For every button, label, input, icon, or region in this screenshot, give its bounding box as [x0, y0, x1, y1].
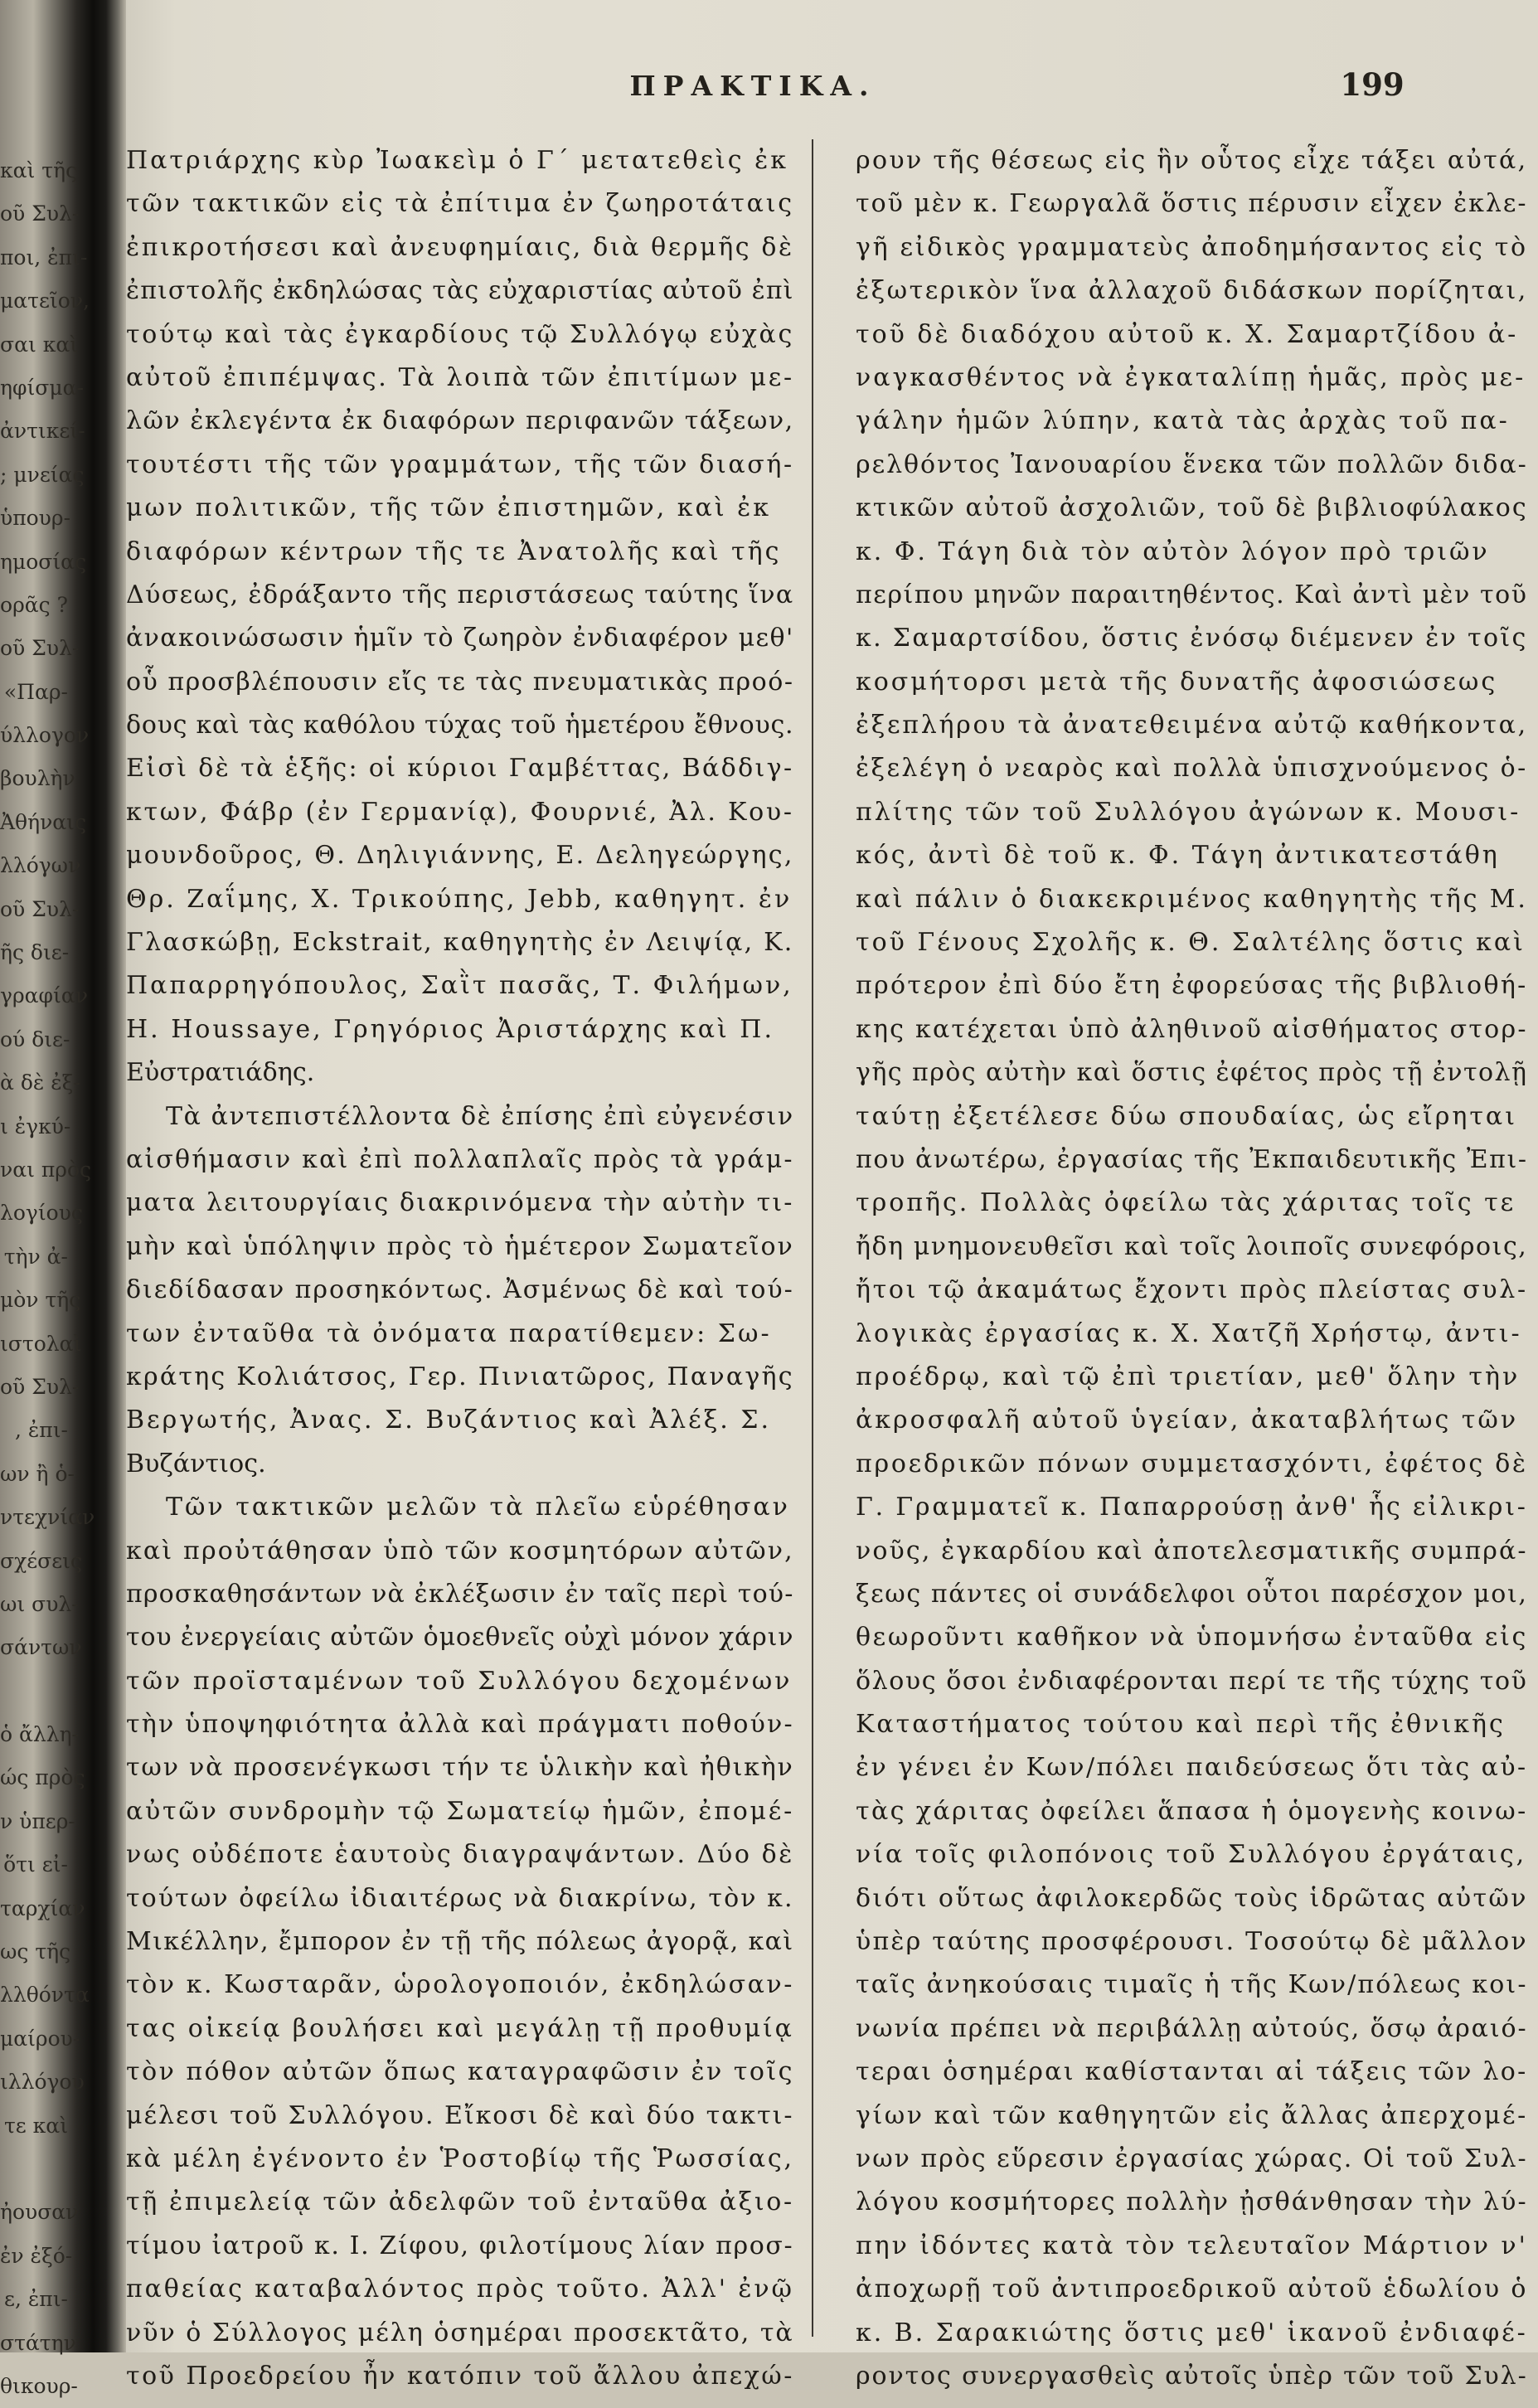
- column-divider: [812, 139, 813, 2337]
- left-column: [126, 139, 798, 2398]
- text-line: τῶν προϊσταμένων τοῦ Συλλόγου δεχομένων: [126, 1666, 793, 1696]
- text-line: γίων καὶ τῶν καθηγητῶν εἰς ἄλλας ἀπερχομέ-: [856, 2100, 1528, 2130]
- text-line: κοσμήτορσι μετὰ τῆς δυνατῆς ἀφοσιώσεως: [856, 667, 1498, 697]
- text-line: Γλασκώβῃ, Eckstrait, καθηγητὴς ἐν Λειψίᾳ, Κ.: [126, 928, 794, 958]
- text-line: Δύσεως, ἐδράξαντο τῆς περιστάσεως ταύτης ἵνα: [126, 580, 794, 609]
- text-line: ἐν γένει ἐν Κων/πόλει παιδεύσεως ὅτι τὰς αὐ-: [856, 1753, 1528, 1783]
- previous-page-fragment: βουλὴν: [0, 766, 75, 791]
- page: [126, 0, 1538, 2391]
- previous-page-fragment: ἀντικεί-: [0, 419, 85, 444]
- text-line: λογικὰς ἐργασίας κ. Χ. Χατζῆ Χρήστῳ, ἀντι-: [856, 1318, 1522, 1348]
- text-line: ἀκροσφαλῆ αὐτοῦ ὑγείαν, ἀκαταβλήτως τῶν: [856, 1405, 1519, 1435]
- text-line: κός, ἀντὶ δὲ τοῦ κ. Φ. Τάγη ἀντικατεστάθη: [856, 841, 1500, 871]
- text-line: ἤτοι τῷ ἀκαμάτως ἔχοντι πρὸς πλείστας συλ-: [856, 1275, 1528, 1305]
- text-line: Καταστήματος τούτου καὶ περὶ τῆς ἐθνικῆς: [856, 1710, 1506, 1740]
- text-line: Πατριάρχης κὺρ Ἰωακεὶμ ὁ Γ΄ μετατεθεὶς ἐκ: [126, 146, 788, 175]
- text-line: διότι οὕτως ἀφιλοκερδῶς τοὺς ἱδρῶτας αὐτῶν: [856, 1883, 1528, 1913]
- text-line: ἀποχωρῇ τοῦ ἀντιπροεδρικοῦ αὐτοῦ ἑδωλίου ὁ: [856, 2274, 1528, 2304]
- previous-page-fragment: ἠουσαν: [0, 2200, 79, 2225]
- previous-page-fragment: «Παρ-: [3, 679, 68, 704]
- text-line: ρουν τῆς θέσεως εἰς ἣν οὗτος εἶχε τάξει αὐτά,: [856, 146, 1528, 175]
- text-line: ἀνακοινώσωσιν ἡμῖν τὸ ζωηρὸν ἐνδιαφέρον μεθ': [126, 624, 794, 653]
- text-line: νων πρὸς εὕρεσιν ἐργασίας χώρας. Οἱ τοῦ Συλ-: [856, 2143, 1528, 2173]
- previous-page-fragment: ἐν ἐξό-: [0, 2243, 73, 2268]
- previous-page-fragment: λλθόντα: [0, 1983, 90, 2007]
- text-line: μὴν καὶ ὑπόληψιν πρὸς τὸ ἡμέτερον Σωματεῖον: [126, 1231, 794, 1261]
- text-line: τὸν πόθον αὐτῶν ὅπως καταγραφῶσιν ἐν τοῖς: [126, 2057, 794, 2087]
- previous-page-fragment: ; μνείας: [0, 462, 85, 487]
- text-line: κτων, Φάβρ (ἐν Γερμανίᾳ), Φουρνιέ, Ἀλ. Κου-: [126, 797, 794, 827]
- previous-page-fragment: [0, 1670, 71, 1713]
- text-line: προέδρῳ, καὶ τῷ ἐπὶ τριετίαν, μεθ' ὅλην τὴν: [856, 1362, 1521, 1391]
- text-line: των ἐνταῦθα τὰ ὀνόματα παρατίθεμεν: Σω-: [126, 1318, 772, 1348]
- text-line: αἰσθήμασιν καὶ ἐπὶ πολλαπλαῖς πρὸς τὰ γράμ-: [126, 1144, 794, 1174]
- right-column: [856, 139, 1531, 2398]
- previous-page-fragment: [0, 2148, 71, 2191]
- previous-page-fragment: τε καὶ: [3, 2113, 68, 2138]
- previous-page-fragment: , ἐπι-: [15, 1418, 68, 1443]
- text-line: περίπου μηνῶν παραιτηθέντος. Καὶ ἀντὶ μὲν τοῦ: [856, 580, 1528, 609]
- text-line: Παπαρρηγόπουλος, Σαῒτ πασᾶς, Τ. Φιλήμων,: [126, 971, 793, 1001]
- text-line: ξεως πάντες οἱ συνάδελφοι οὗτοι παρέσχον μοι,: [856, 1579, 1528, 1609]
- text-line: τῇ ἐπιμελείᾳ τῶν ἀδελφῶν τοῦ ἐνταῦθα ἀξιο-: [126, 2187, 794, 2217]
- text-line: τὴν ὑποψηφιότητα ἀλλὰ καὶ πράγματι ποθούν-: [126, 1710, 794, 1740]
- text-line: κης κατέχεται ὑπὸ ἀληθινοῦ αἰσθήματος στορ-: [856, 1014, 1528, 1044]
- previous-page-fragment: στάτην: [0, 2330, 76, 2355]
- text-line: γάλην ἡμῶν λύπην, κατὰ τὰς ἀρχὰς τοῦ πα-: [856, 406, 1510, 436]
- text-line: μων πολιτικῶν, τῆς τῶν ἐπιστημῶν, καὶ ἐκ: [126, 493, 771, 523]
- previous-page-fragment: ντεχνίαν: [0, 1505, 95, 1530]
- text-line: πην ἰδόντες κατὰ τὸν τελευταῖον Μάρτιον ν': [856, 2231, 1528, 2260]
- text-line: των νὰ προσενέγκωσι τήν τε ὑλικὴν καὶ ἠθικὴν: [126, 1753, 794, 1783]
- text-line: προεδρικῶν πόνων συμμετασχόντι, ἐφέτος δὲ: [856, 1449, 1528, 1478]
- previous-page-fragment: λογίους: [0, 1201, 83, 1226]
- text-line: Βυζάντιος.: [126, 1449, 266, 1478]
- text-line: ροντος συνεργασθεὶς αὐτοῖς ὑπὲρ τῶν τοῦ Συλ-: [856, 2361, 1528, 2391]
- text-line: νία τοῖς φιλοπόνοις τοῦ Συλλόγου ἐργάταις,: [856, 1840, 1527, 1870]
- previous-page-fragment: ύλλογον: [0, 723, 90, 748]
- text-line: τας οἰκείᾳ βουλήσει καὶ μεγάλῃ τῇ προθυμίᾳ: [126, 2013, 794, 2043]
- text-line: τοῦ Γένους Σχολῆς κ. Θ. Σαλτέλης ὅστις καὶ: [856, 928, 1526, 958]
- previous-page-fragment: ι ἐγκύ-: [0, 1114, 71, 1138]
- text-line: νοῦς, ἐγκαρδίου καὶ ἀποτελεσματικῆς συμπρά-: [856, 1536, 1528, 1566]
- previous-page-fragment: μὸν τῆς: [0, 1288, 81, 1313]
- text-line: ὑπὲρ ταύτης προσφέρουσι. Τοσούτῳ δὲ μᾶλλον: [856, 1927, 1528, 1957]
- text-line: τοῦ δὲ διαδόχου αὐτοῦ κ. Χ. Σαμαρτζίδου ἀ-: [856, 319, 1519, 349]
- text-line: ματα λειτουργίαις διακρινόμενα τὴν αὐτὴν τι-: [126, 1188, 794, 1218]
- previous-page-fragment: σάντων: [0, 1635, 82, 1660]
- text-line: ὅλους ὅσοι ἐνδιαφέρονται περί τε τῆς τύχης τοῦ: [856, 1666, 1528, 1696]
- text-line: κράτης Κολιάτσος, Γερ. Πινιατῶρος, Παναγῆς: [126, 1362, 794, 1391]
- text-line: οὗ προσβλέπουσιν εἴς τε τὰς πνευματικὰς προό-: [126, 667, 794, 697]
- previous-page-fragment: ε, ἐπι-: [4, 2287, 68, 2312]
- previous-page-fragment: Ἀθήναις: [0, 809, 86, 834]
- text-line: ἐπιστολῆς ἐκδηλώσας τὰς εὐχαριστίας αὐτοῦ ἐπὶ: [126, 276, 794, 306]
- text-line: Εὐστρατιάδης.: [126, 1058, 315, 1088]
- previous-page-fragment: ταρχίαν: [0, 1896, 85, 1920]
- text-line: ἐπικροτήσεσι καὶ ἀνευφημίαις, διὰ θερμῆς δὲ: [126, 232, 794, 262]
- previous-page-fragment: ώς πρὸς: [0, 1765, 85, 1790]
- previous-page-fragment: σχέσεις: [0, 1548, 82, 1573]
- text-line: Γ. Γραμματεῖ κ. Παπαρρούσῃ ἀνθ' ἧς εἰλικρι-: [856, 1493, 1528, 1522]
- text-line: ἐξωτερικὸν ἵνα ἀλλαχοῦ διδάσκων πορίζηται,: [856, 276, 1528, 306]
- text-line: νως οὐδέποτε ἑαυτοὺς διαγραψάντων. Δύο δὲ: [126, 1840, 794, 1870]
- text-line: θεωροῦντι καθῆκον νὰ ὑπομνήσω ἐνταῦθα εἰς: [856, 1623, 1528, 1653]
- text-line: κὰ μέλη ἐγένοντο ἐν Ῥοστοβίῳ τῆς Ῥωσσίας,: [126, 2143, 794, 2173]
- previous-page-fragment: ματεῖον,: [0, 289, 90, 313]
- previous-page-fragment: ιστολαὶ: [0, 1331, 82, 1356]
- previous-page-fragment: ού διε-: [0, 1027, 70, 1051]
- text-line: τοῦ Προεδρείου ἦν κατόπιν τοῦ ἄλλου ἀπεχώ-: [126, 2361, 794, 2391]
- previous-page-fragment: ημοσίας: [0, 549, 87, 574]
- text-line: κ. Σαμαρτσίδου, ὅστις ἐνόσῳ διέμενεν ἐν τοῖς: [856, 624, 1528, 653]
- text-line: Τὰ ἀντεπιστέλλοντα δὲ ἐπίσης ἐπὶ εὐγενέσιν: [166, 1101, 794, 1131]
- previous-page-fragment: ιλλόγου: [0, 2070, 85, 2095]
- text-line: ταῖς ἀνηκούσαις τιμαῖς ἡ τῆς Κων/πόλεως κοι-: [856, 1970, 1528, 2000]
- text-line: κ. Φ. Τάγη διὰ τὸν αὐτὸν λόγον πρὸ τριῶν: [856, 536, 1490, 566]
- text-line: νωνία πρέπει νὰ περιβάλλῃ αὐτούς, ὅσῳ ἀραιό-: [856, 2013, 1528, 2043]
- text-line: τροπῆς. Πολλὰς ὀφείλω τὰς χάριτας τοῖς τε: [856, 1188, 1516, 1218]
- previous-page-fragment: οῦ Συλ-: [0, 1374, 80, 1399]
- previous-page-fragment: σαι καὶ: [0, 332, 79, 357]
- text-line: λόγου κοσμήτορες πολλὴν ᾐσθάνθησαν τὴν λύ-: [856, 2187, 1528, 2217]
- running-header-title: ΠΡΑΚΤΙΚΑ.: [629, 70, 876, 102]
- previous-page-fragment: ὁ ἄλλη-: [0, 1722, 79, 1747]
- previous-page-fragment: ορᾶς ?: [0, 592, 68, 617]
- text-line: ναγκασθέντος νὰ ἐγκαταλίπῃ ἡμᾶς, πρὸς με-: [856, 362, 1526, 392]
- text-line: τίμου ἰατροῦ κ. Ι. Ζίφου, φιλοτίμους λίαν προσ-: [126, 2231, 794, 2260]
- text-line: τούτων ὀφείλω ἰδιαιτέρως νὰ διακρίνω, τὸν κ.: [126, 1883, 794, 1913]
- text-line: διεδίδασαν προσηκόντως. Ἀσμένως δὲ καὶ τού-: [126, 1275, 794, 1305]
- text-line: τούτῳ καὶ τὰς ἐγκαρδίους τῷ Συλλόγῳ εὐχὰς: [126, 319, 794, 349]
- previous-page-fragment: γραφίαν: [0, 983, 88, 1008]
- previous-page-fragment: καὶ τῆς: [0, 158, 78, 182]
- previous-page-fragment: ν ὑπερ-: [0, 1808, 75, 1833]
- text-line: κ. Β. Σαρακιώτης ὅστις μεθ' ἱκανοῦ ἐνδιαφέ-: [856, 2318, 1528, 2347]
- text-line: διαφόρων κέντρων τῆς τε Ἀνατολῆς καὶ τῆς: [126, 536, 782, 566]
- text-line: λῶν ἐκλεγέντα ἐκ διαφόρων περιφανῶν τάξεων,: [126, 406, 794, 436]
- previous-page-fragment: θικουρ-: [0, 2373, 78, 2398]
- text-line: πλίτης τῶν τοῦ Συλλόγου ἀγώνων κ. Μουσι-: [856, 797, 1521, 827]
- text-line: Βεργωτής, Ἀνας. Σ. Βυζάντιος καὶ Ἀλέξ. Σ.: [126, 1405, 772, 1435]
- text-line: καὶ πάλιν ὁ διακεκριμένος καθηγητὴς τῆς Μ.: [856, 884, 1528, 914]
- text-line: γῆ εἰδικὸς γραμματεὺς ἀποδημήσαντος εἰς τὸ: [856, 232, 1528, 262]
- previous-page-fragment: ων ἢ ὁ-: [0, 1461, 75, 1486]
- text-line: ἐξελέγη ὁ νεαρὸς καὶ πολλὰ ὑπισχνούμενος ὁ-: [856, 754, 1528, 784]
- text-line: τεραι ὁσημέραι καθίστανται αἱ τάξεις τῶν λο-: [856, 2057, 1528, 2087]
- text-line: ἤδη μνημονευθεῖσι καὶ τοῖς λοιποῖς συνεφόροις,: [856, 1231, 1528, 1261]
- text-line: πρότερον ἐπὶ δύο ἔτη ἐφορεύσας τῆς βιβλιοθή-: [856, 971, 1528, 1001]
- text-line: μέλεσι τοῦ Συλλόγου. Εἴκοσι δὲ καὶ δύο τακτι-: [126, 2100, 794, 2130]
- previous-page-fragment: ὰ δὲ ἐξ-: [0, 1070, 80, 1095]
- previous-page-fragment: ὅτι εἰ-: [3, 1852, 68, 1877]
- text-line: δους καὶ τὰς καθόλου τύχας τοῦ ἡμετέρου ἔθνους.: [126, 711, 794, 740]
- text-line: αὐτοῦ ἐπιπέμψας. Τὰ λοιπὰ τῶν ἐπιτίμων με-: [126, 362, 794, 392]
- text-line: ρελθόντος Ἰανουαρίου ἕνεκα τῶν πολλῶν διδα-: [856, 449, 1528, 479]
- text-line: Μικέλλην, ἔμπορον ἐν τῇ τῆς πόλεως ἀγορᾷ, καὶ: [126, 1927, 794, 1957]
- previous-page-fragment: ως τῆς: [0, 1940, 71, 1964]
- text-line: Θρ. Ζαΐμης, Χ. Τρικούπης, Jebb, καθηγητ. ἐν: [126, 884, 793, 914]
- text-line: Εἰσὶ δὲ τὰ ἑξῆς: οἱ κύριοι Γαμβέττας, Βάδδιγ-: [126, 754, 794, 784]
- text-line: ἐξεπλήρου τὰ ἀνατεθειμένα αὐτῷ καθήκοντα,: [856, 711, 1528, 740]
- previous-page-fragment: ὑπουρ-: [0, 506, 71, 531]
- text-line: τὸν κ. Κωσταρᾶν, ὡρολογοποιόν, ἐκδηλώσαν-: [126, 1970, 794, 2000]
- previous-page-fragment: ποι, ἐπι-: [0, 245, 88, 269]
- previous-page-fragment: μαίρου-: [0, 2026, 80, 2051]
- text-line: καὶ προὐτάθησαν ὑπὸ τῶν κοσμητόρων αὐτῶν,: [126, 1536, 794, 1566]
- previous-page-fragment: οῦ Συλ-: [0, 896, 80, 921]
- text-line: γῆς πρὸς αὐτὴν καὶ ὅστις ἐφέτος πρὸς τῇ ἐντολῇ: [856, 1058, 1528, 1088]
- text-line: νῦν ὁ Σύλλογος μέλη ὁσημέραι προσεκτᾶτο, τὰ: [126, 2318, 794, 2347]
- text-line: του ἐνεργείαις αὐτῶν ὁμοεθνεῖς οὐχὶ μόνον χάριν: [126, 1623, 794, 1653]
- text-line: που ἀνωτέρω, ἐργασίας τῆς Ἐκπαιδευτικῆς Ἐπι-: [856, 1144, 1528, 1174]
- text-line: Η. Houssaye, Γρηγόριος Ἀριστάρχης καὶ Π.: [126, 1014, 774, 1044]
- text-line: προσκαθησάντων νὰ ἐκλέξωσιν ἐν ταῖς περὶ τού-: [126, 1579, 794, 1609]
- text-line: τῶν τακτικῶν εἰς τὰ ἐπίτιμα ἐν ζωηροτάταις: [126, 189, 794, 219]
- text-line: μουνδοῦρος, Θ. Δηλιγιάννης, Ε. Δεληγεώργης,: [126, 841, 794, 871]
- text-line: κτικῶν αὐτοῦ ἀσχολιῶν, τοῦ δὲ βιβλιοφύλακος: [856, 493, 1528, 523]
- previous-page-fragment: οῦ Συλ-: [0, 201, 80, 226]
- previous-page-margin: [0, 149, 95, 2398]
- previous-page-fragment: ωι συλ-: [0, 1591, 79, 1616]
- previous-page-fragment: οῦ Συλ-: [0, 636, 80, 661]
- text-line: παθείας καταβαλόντος πρὸς τοῦτο. Ἀλλ' ἐνῷ: [126, 2274, 794, 2304]
- previous-page-fragment: ηφίσμα-: [0, 375, 84, 400]
- text-line: τουτέστι τῆς τῶν γραμμάτων, τῆς τῶν διασή-: [126, 449, 794, 479]
- text-line: ταύτῃ ἐξετέλεσε δύω σπουδαίας, ὡς εἴρηται: [856, 1101, 1517, 1131]
- previous-page-fragment: ναι πρὸς: [0, 1157, 92, 1182]
- page-number: 199: [1340, 66, 1405, 103]
- text-line: τὰς χάριτας ὀφείλει ἅπασα ἡ ὁμογενὴς κοινω-: [856, 1796, 1528, 1826]
- previous-page-fragment: τὴν ἀ-: [3, 1244, 68, 1269]
- previous-page-fragment: ῆς διε-: [0, 940, 70, 965]
- text-line: Τῶν τακτικῶν μελῶν τὰ πλεῖω εὑρέθησαν: [166, 1493, 790, 1522]
- text-line: αὐτῶν συνδρομὴν τῷ Σωματείῳ ἡμῶν, ἐπομέ-: [126, 1796, 794, 1826]
- text-line: τοῦ μὲν κ. Γεωργαλᾶ ὅστις πέρυσιν εἶχεν ἐκλε-: [856, 189, 1528, 219]
- previous-page-fragment: λλόγων: [0, 853, 81, 878]
